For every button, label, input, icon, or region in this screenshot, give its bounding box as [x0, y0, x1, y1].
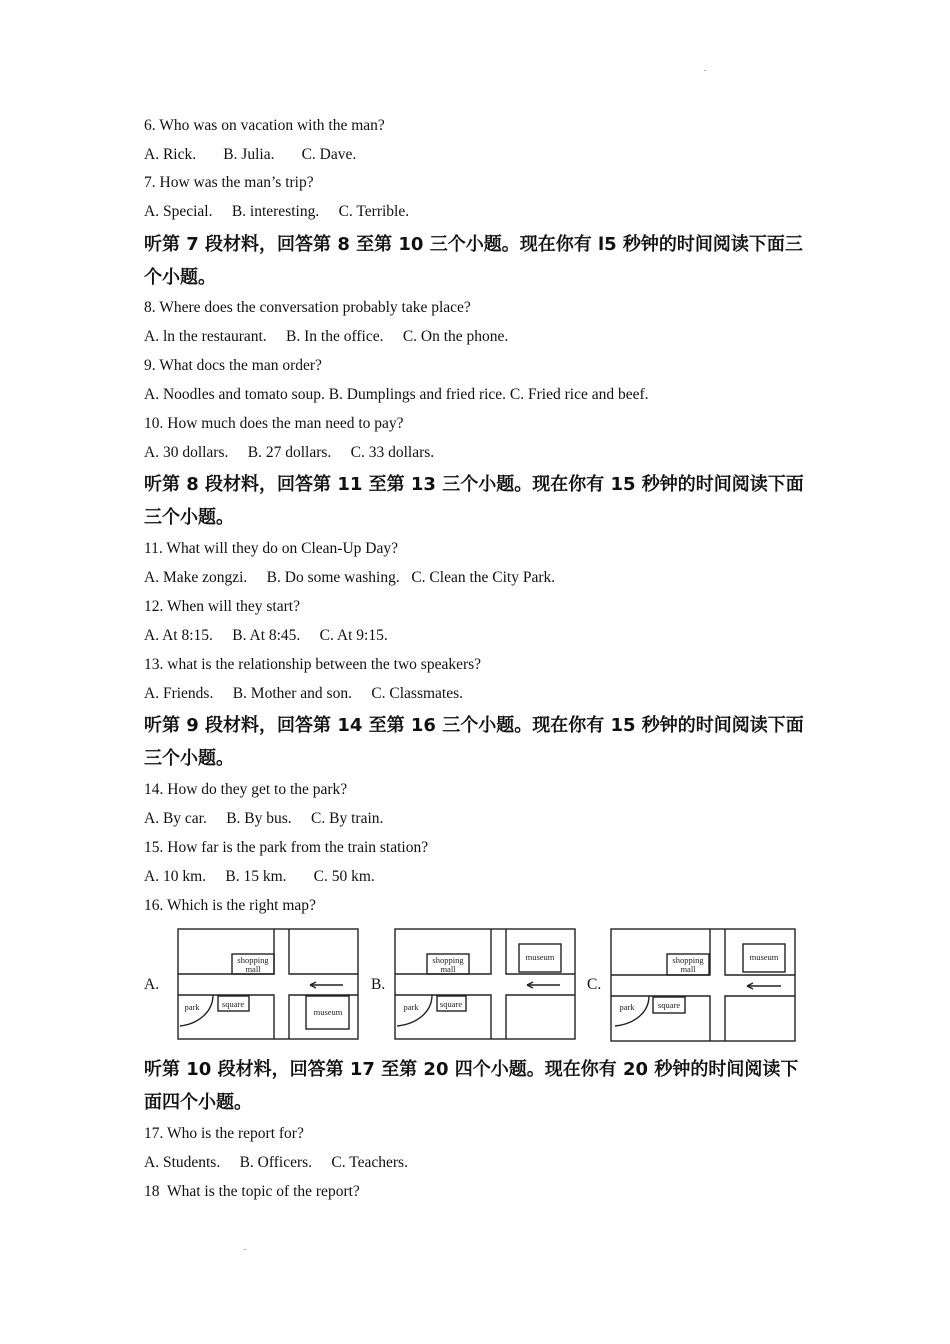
question-9-options: A. Noodles and tomato soup. B. Dumplings and fried rice. C. Fried rice and beef.: [144, 386, 649, 403]
map-a-park-text: park: [184, 1002, 200, 1012]
question-14: 14. How do they get to the park?: [144, 781, 348, 798]
question-17-options: A. Students. B. Officers. C. Teachers.: [144, 1154, 408, 1171]
section-7-heading: 听第 7 段材料，回答第 8 至第 10 三个小题。现在你有 l5 秒钟的时间阅读下面三个小题。: [144, 234, 803, 288]
question-7: 7. How was the man’s trip?: [144, 174, 314, 191]
map-b-museum-text: museum: [525, 952, 555, 962]
map-b-park-text: park: [403, 1002, 419, 1012]
section-9-heading: 听第 9 段材料，回答第 14 至第 16 三个小题。现在你有 15 秒钟的时间阅读下面三个小题。: [144, 715, 804, 769]
question-8-options: A. ln the restaurant. B. In the office. C. On the phone.: [144, 328, 509, 345]
map-b-square-text: square: [439, 999, 463, 1009]
question-10-options: A. 30 dollars. B. 27 dollars. C. 33 dollars.: [144, 444, 435, 461]
map-c-label: C.: [587, 976, 602, 993]
map-b-mall-text: mall: [440, 964, 456, 974]
question-8: 8. Where does the conversation probably take place?: [144, 299, 471, 316]
question-6: 6. Who was on vacation with the man?: [144, 117, 385, 134]
question-10: 10. How much does the man need to pay?: [144, 415, 404, 432]
map-a-museum-text: museum: [313, 1007, 343, 1017]
scan-dot: [244, 1249, 246, 1250]
question-15: 15. How far is the park from the train station?: [144, 839, 429, 856]
map-c-park-text: park: [619, 1002, 635, 1012]
question-6-options: A. Rick. B. Julia. C. Dave.: [144, 146, 357, 163]
question-12-options: A. At 8:15. B. At 8:45. C. At 9:15.: [144, 627, 388, 644]
question-16: 16. Which is the right map?: [144, 897, 316, 914]
map-c-museum-text: museum: [749, 952, 779, 962]
map-c-mall-text: mall: [680, 964, 696, 974]
section-10-heading: 听第 10 段材料，回答第 17 至第 20 四个小题。现在你有 20 秒钟的时间阅读下面四个小题。: [144, 1059, 799, 1113]
map-b: [393, 928, 577, 1040]
question-18: 18 What is the topic of the report?: [144, 1183, 360, 1200]
scan-dot: [704, 70, 706, 71]
map-a-label: A.: [144, 976, 160, 993]
map-c: [609, 928, 797, 1042]
map-a-mall-text: mall: [245, 964, 261, 974]
map-c-square-text: square: [657, 1000, 681, 1010]
question-15-options: A. 10 km. B. 15 km. C. 50 km.: [144, 868, 375, 885]
question-11-options: A. Make zongzi. B. Do some washing. C. Clean the City Park.: [144, 569, 556, 586]
map-b-label: B.: [371, 976, 386, 993]
map-a: [176, 928, 360, 1040]
question-13: 13. what is the relationship between the two speakers?: [144, 656, 482, 673]
map-a-square-text: square: [221, 999, 245, 1009]
question-13-options: A. Friends. B. Mother and son. C. Classmates.: [144, 685, 464, 702]
question-17: 17. Who is the report for?: [144, 1125, 304, 1142]
question-11: 11. What will they do on Clean-Up Day?: [144, 540, 398, 557]
section-8-heading: 听第 8 段材料，回答第 11 至第 13 三个小题。现在你有 15 秒钟的时间阅读下面三个小题。: [144, 474, 804, 528]
question-9: 9. What docs the man order?: [144, 357, 322, 374]
map-c-shopping-text: shopping: [672, 955, 704, 965]
map-a-shopping-text: shopping: [237, 955, 269, 965]
question-7-options: A. Special. B. interesting. C. Terrible.: [144, 203, 410, 220]
question-14-options: A. By car. B. By bus. C. By train.: [144, 810, 384, 827]
map-b-shopping-text: shopping: [432, 955, 464, 965]
question-12: 12. When will they start?: [144, 598, 300, 615]
